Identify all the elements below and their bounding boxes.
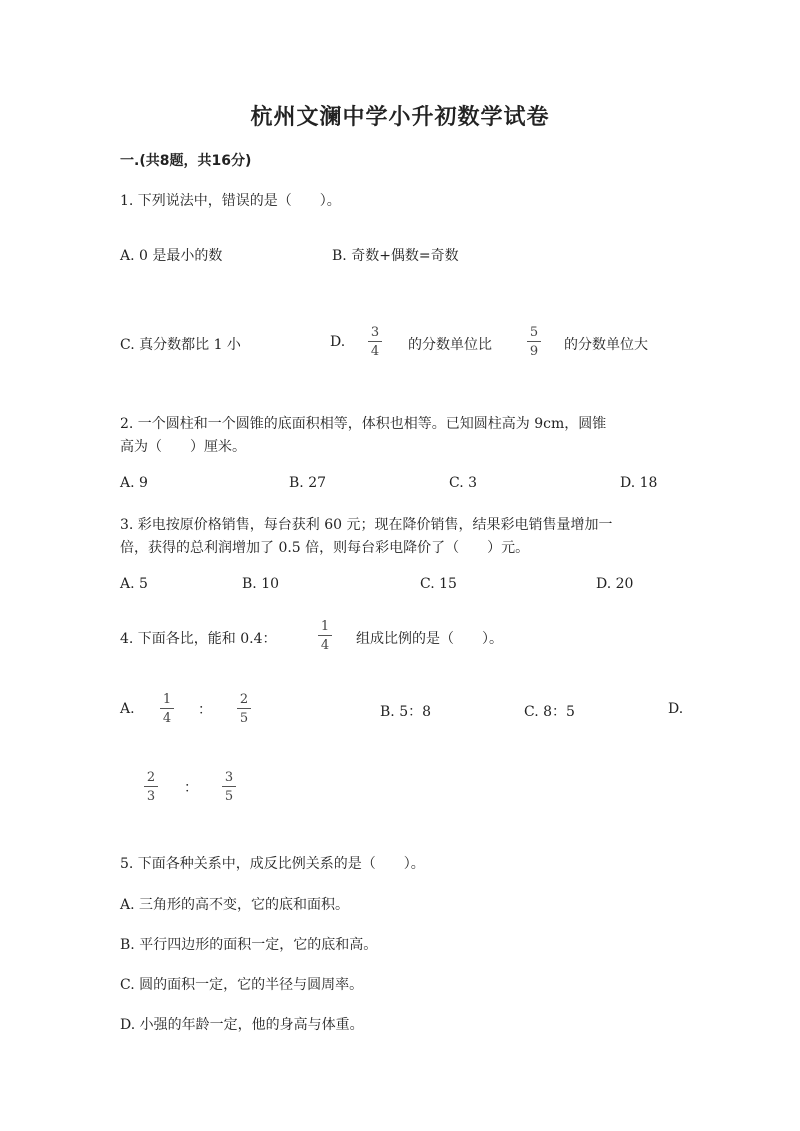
q1-option-d-label: D. [330,334,346,350]
q2-stem-line2: 高为（ ）厘米。 [120,439,246,455]
q1-option-a: A. 0 是最小的数 [120,248,223,264]
fraction-denominator: 4 [320,638,330,653]
q4-d-fraction-1 [144,771,158,803]
q4-option-d-colon: ： [184,780,198,796]
fraction-numerator: 2 [146,770,156,785]
q2-option-b: B. 27 [289,475,327,491]
q4-stem-suffix: 组成比例的是（ ）。 [356,631,503,647]
page-title: 杭州文澜中学小升初数学试卷 [250,104,550,130]
q5-option-a: A. 三角形的高不变，它的底和面积。 [120,897,350,913]
q3-option-c: C. 15 [420,576,457,592]
q1-option-d-middle: 的分数单位比 [408,337,492,353]
q2-option-c: C. 3 [449,475,478,491]
q3-option-a: A. 5 [120,576,148,592]
section-heading: 一.(共8题，共16分) [120,153,252,169]
q4-d-fraction-2 [222,771,236,803]
q5-option-c: C. 圆的面积一定，它的半径与圆周率。 [120,977,364,993]
q4-a-fraction-1 [160,693,174,725]
q2-option-a: A. 9 [120,475,148,491]
q5-option-d: D. 小强的年龄一定，他的身高与体重。 [120,1017,364,1033]
q4-option-d-label: D. [668,701,684,717]
q5-stem: 5. 下面各种关系中，成反比例关系的是（ ）。 [120,856,425,872]
fraction-denominator: 4 [370,344,380,359]
fraction-numerator: 5 [529,325,539,340]
fraction-numerator: 3 [370,325,380,340]
q1-option-c: C. 真分数都比 1 小 [120,337,241,353]
fraction-denominator: 4 [162,711,172,726]
q1-stem: 1. 下列说法中，错误的是（ ）。 [120,193,341,209]
q1-option-d-end: 的分数单位大 [564,337,648,353]
fraction-numerator: 1 [320,619,330,634]
q4-option-a-colon: ： [198,702,212,718]
q4-option-b: B. 5：8 [380,704,432,720]
fraction-denominator: 5 [224,789,234,804]
fraction-numerator: 2 [239,692,249,707]
q3-stem-line2: 倍，获得的总利润增加了 0.5 倍，则每台彩电降价了（ ）元。 [120,540,530,556]
q4-stem-prefix: 4. 下面各比，能和 0.4： [120,631,277,647]
q1-option-b: B. 奇数+偶数=奇数 [332,248,459,264]
fraction-denominator: 5 [239,711,249,726]
q4-option-c: C. 8：5 [524,704,575,720]
q2-option-d: D. 18 [620,475,658,491]
q3-option-d: D. 20 [596,576,634,592]
fraction-denominator: 3 [146,789,156,804]
q1-d-fraction-1 [368,326,382,358]
fraction-numerator: 3 [224,770,234,785]
q5-option-b: B. 平行四边形的面积一定，它的底和高。 [120,937,378,953]
fraction-denominator: 9 [529,344,539,359]
q4-stem-fraction [318,620,332,652]
q2-stem-line1: 2. 一个圆柱和一个圆锥的底面积相等，体积也相等。已知圆柱高为 9cm，圆锥 [120,416,607,432]
fraction-numerator: 1 [162,692,172,707]
q4-a-fraction-2 [237,693,251,725]
q3-stem-line1: 3. 彩电按原价格销售，每台获利 60 元；现在降价销售，结果彩电销售量增加一 [120,517,613,533]
q1-d-fraction-2 [527,326,541,358]
q4-option-a-label: A. [120,701,135,717]
q3-option-b: B. 10 [242,576,280,592]
